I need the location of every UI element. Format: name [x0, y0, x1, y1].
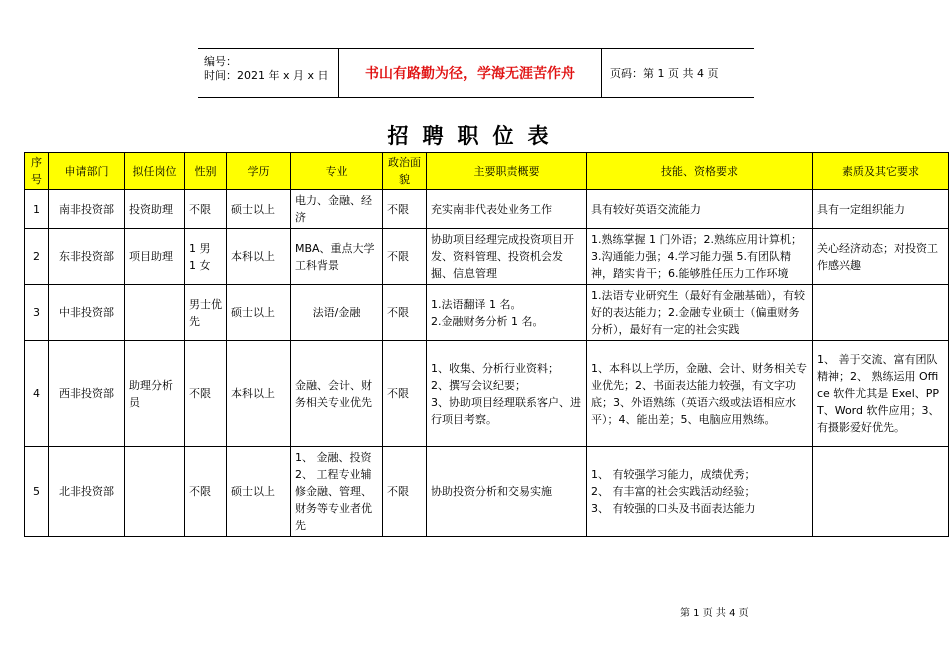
table-cell: 不限 [185, 341, 227, 447]
table-cell [125, 285, 185, 341]
table-cell: 1、本科以上学历，金融、会计、财务相关专业优先；2、书面表达能力较强，有文字功底；3、外语熟练（英语六级或法语相应水平）；4、能出差；5、电脑应用熟练。 [587, 341, 813, 447]
table-cell: 不限 [383, 229, 427, 285]
table-cell: 协助项目经理完成投资项目开发、资料管理、投资机会发掘、信息管理 [427, 229, 587, 285]
table-cell: 硕士以上 [227, 447, 291, 537]
table-cell: 具有一定组织能力 [813, 190, 949, 229]
table-cell: 1、收集、分析行业资料； 2、撰写会议纪要； 3、协助项目经理联系客户、进行项目考察。 [427, 341, 587, 447]
page-info: 页码：第 1 页 共 4 页 [610, 67, 719, 80]
table-cell: 5 [25, 447, 49, 537]
table-cell: 1、 金融、投资 2、 工程专业辅修金融、管理、财务等专业者优先 [291, 447, 383, 537]
motto: 书山有路勤为径，学海无涯苦作舟 [338, 49, 602, 97]
table-cell: 不限 [383, 447, 427, 537]
table-cell: 1 [25, 190, 49, 229]
table-row [25, 229, 949, 285]
page-footer: 第 1 页 共 4 页 [680, 608, 749, 619]
table-cell [813, 447, 949, 537]
table-cell: 不限 [185, 190, 227, 229]
table-cell: 4 [25, 341, 49, 447]
table-cell: 投资助理 [125, 190, 185, 229]
header-cell: 专业 [291, 153, 383, 190]
table-cell: 1 男 1 女 [185, 229, 227, 285]
table-cell: 法语/金融 [291, 285, 383, 341]
table-cell: 具有较好英语交流能力 [587, 190, 813, 229]
table-header-row [25, 153, 949, 190]
table-cell: 西非投资部 [49, 341, 125, 447]
table-cell: 硕士以上 [227, 285, 291, 341]
table-cell: 中非投资部 [49, 285, 125, 341]
table-cell: 助理分析员 [125, 341, 185, 447]
table-cell: 协助投资分析和交易实施 [427, 447, 587, 537]
document-title: 招聘职位表 [387, 124, 563, 148]
header-cell: 学历 [227, 153, 291, 190]
table-cell: 南非投资部 [49, 190, 125, 229]
table-cell: 项目助理 [125, 229, 185, 285]
header-cell: 政治面貌 [383, 153, 427, 190]
table-cell: 1、 有较强学习能力，成绩优秀； 2、 有丰富的社会实践活动经验； 3、 有较强的口头及书面表达能力 [587, 447, 813, 537]
table-cell: 充实南非代表处业务工作 [427, 190, 587, 229]
table-cell: 本科以上 [227, 229, 291, 285]
table-cell: 硕士以上 [227, 190, 291, 229]
header-cell: 技能、资格要求 [587, 153, 813, 190]
table-cell: 金融、会计、财务相关专业优先 [291, 341, 383, 447]
table-cell: 不限 [185, 447, 227, 537]
time-label: 时间：2021 年 x 月 x 日 [204, 69, 329, 82]
table-cell: 关心经济动态；对投资工作感兴趣 [813, 229, 949, 285]
header-cell: 主要职责概要 [427, 153, 587, 190]
table-cell: 1.法语翻译 1 名。 2.金融财务分析 1 名。 [427, 285, 587, 341]
table-cell: 电力、金融、经济 [291, 190, 383, 229]
header-cell: 素质及其它要求 [813, 153, 949, 190]
header-cell: 申请部门 [49, 153, 125, 190]
table-cell: 不限 [383, 341, 427, 447]
header-cell: 性别 [185, 153, 227, 190]
table-cell: 不限 [383, 285, 427, 341]
table-cell: 北非投资部 [49, 447, 125, 537]
table-cell: 2 [25, 229, 49, 285]
table-row [25, 341, 949, 447]
header-cell: 序号 [25, 153, 49, 190]
recruitment-table [24, 152, 949, 537]
table-cell: 不限 [383, 190, 427, 229]
table-cell [813, 285, 949, 341]
table-cell: 东非投资部 [49, 229, 125, 285]
table-cell: 1、 善于交流、富有团队精神；2、 熟练运用 Office 软件尤其是 Exel、PPT、Word 软件应用；3、 有摄影爱好优先。 [813, 341, 949, 447]
table-cell: 本科以上 [227, 341, 291, 447]
table-row [25, 190, 949, 229]
table-cell: 1.熟练掌握 1 门外语；2.熟练应用计算机；3.沟通能力强；4.学习能力强 5.有团队精神，踏实肯干；6.能够胜任压力工作环境 [587, 229, 813, 285]
table-cell: 男士优先 [185, 285, 227, 341]
page-header [198, 48, 754, 98]
table-cell: MBA、重点大学工科背景 [291, 229, 383, 285]
table-cell: 1.法语专业研究生（最好有金融基础），有较好的表达能力；2.金融专业硕士（偏重财务分析），最好有一定的社会实践 [587, 285, 813, 341]
number-label: 编号： [204, 55, 237, 68]
header-cell: 拟任岗位 [125, 153, 185, 190]
table-cell [125, 447, 185, 537]
header-meta [198, 49, 338, 97]
table-row [25, 285, 949, 341]
table-row [25, 447, 949, 537]
table-cell: 3 [25, 285, 49, 341]
